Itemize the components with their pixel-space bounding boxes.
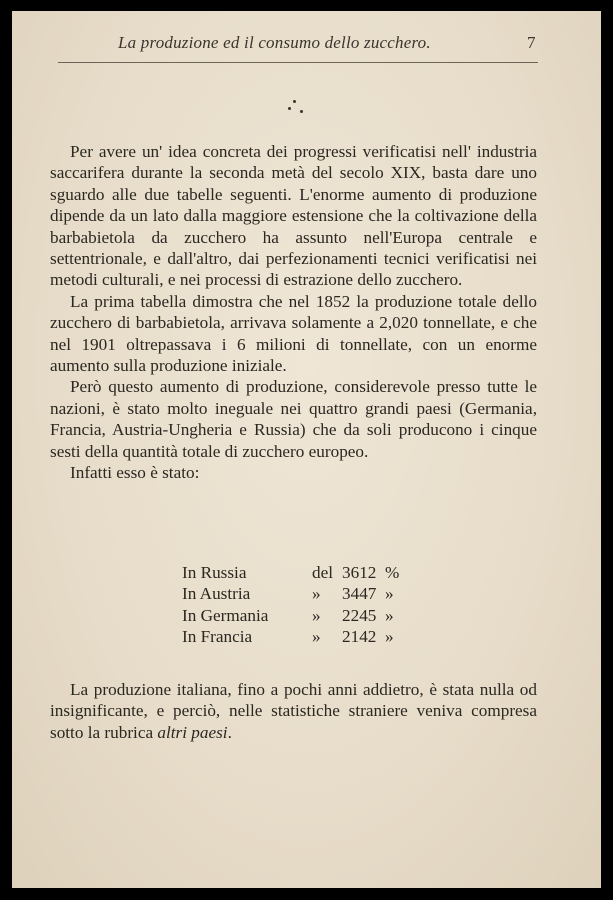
table-prefix: » <box>312 627 321 647</box>
closing-text: La produzione italiana, fino a pochi anni addietro, è stata nulla od insignificante, e perciò, nelle statistiche straniere veniva compresa sotto la rubrica <box>50 680 537 742</box>
table-suffix: » <box>385 627 394 647</box>
paragraph: Per avere un' idea concreta dei progressi verificatisi nell' industria saccarifera durante la seconda metà del secolo XIX, basta dare uno sguardo alle due tabelle seguenti. L'enorme aumento di produzione dipende da un lato dalla maggiore estensione che la coltivazione della barbabietola da zucchero ha assunto nell'Europa centrale e settentrionale, e dall'altro, dai perfezionamenti tecnici verificatisi nei metodi culturali, e nei processi di estrazione dello zucchero. <box>50 142 537 290</box>
table-suffix: » <box>385 584 394 604</box>
body-text <box>50 141 537 484</box>
table-country: In Francia <box>182 627 253 647</box>
table-row <box>182 627 422 648</box>
table-value: 2245 <box>342 605 377 625</box>
header-rule <box>58 62 538 63</box>
running-header <box>12 33 601 63</box>
paragraph: Infatti esso è stato: <box>70 463 200 483</box>
table-suffix: % <box>385 563 400 582</box>
closing-end: . <box>227 722 232 742</box>
table-suffix: » <box>385 605 394 625</box>
increase-table <box>182 563 422 649</box>
table-prefix: » <box>312 584 321 604</box>
table-row <box>182 606 422 627</box>
ornament-dot <box>293 100 296 103</box>
paragraph: La prima tabella dimostra che nel 1852 la produzione totale dello zucchero di barbabietola, arrivava solamente a 2,020 tonnellate, e che nel 1901 oltrepassava i 6 milioni di tonnellate, con un enorme aumento sulla produzione iniziale. <box>50 291 537 376</box>
ornament-dot <box>288 107 291 110</box>
asterism-ornament <box>282 99 308 119</box>
page-number: 7 <box>527 33 536 52</box>
table-row <box>182 584 422 605</box>
table-country: In Austria <box>182 584 251 604</box>
table-country: In Germania <box>182 605 269 625</box>
table-prefix: del <box>312 563 333 582</box>
table-row <box>182 563 422 584</box>
paragraph: Però questo aumento di produzione, considerevole presso tutte le nazioni, è stato molto ineguale nei quattro grandi paesi (Germania, Francia, Austria-Ungheria e Russia) che da soli producono i cinque sesti della quantità totale di zucchero europeo. <box>50 377 537 461</box>
paragraph <box>50 679 537 743</box>
table-value: 3447 <box>342 584 377 604</box>
table-prefix: » <box>312 605 321 625</box>
closing-italic: altri paesi <box>157 722 228 742</box>
table-country: In Russia <box>182 563 247 582</box>
closing-paragraph <box>50 679 537 743</box>
ornament-dot <box>300 110 303 113</box>
table-value: 3612 <box>342 563 377 582</box>
running-title: La produzione ed il consumo dello zucchero. <box>118 33 431 52</box>
table-value: 2142 <box>342 627 377 647</box>
book-page <box>12 11 601 888</box>
